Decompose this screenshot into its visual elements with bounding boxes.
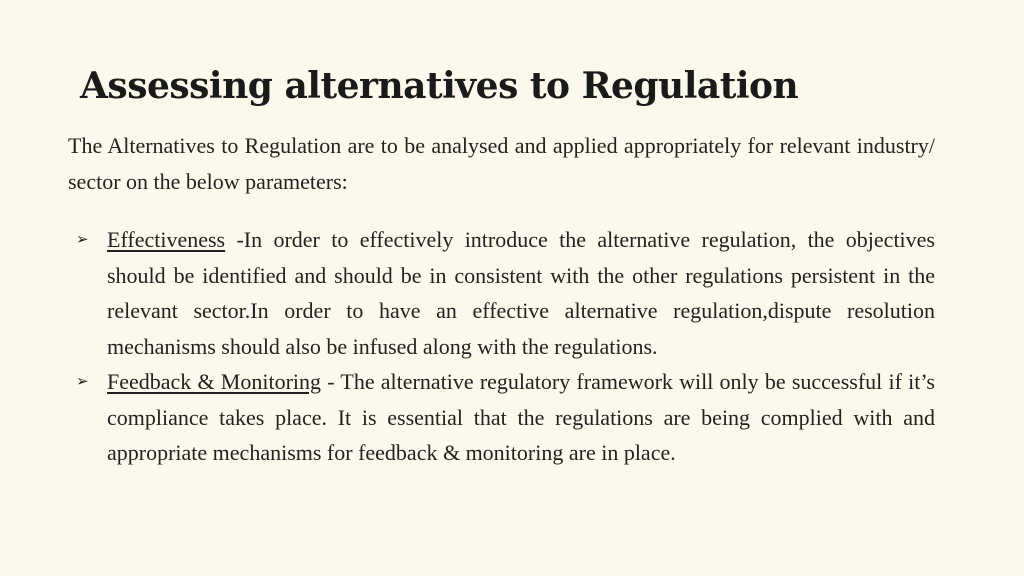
term-feedback-monitoring: Feedback & Monitoring xyxy=(107,369,322,394)
description-feedback-monitoring: - The alternative regulatory framework will only be successful if it’s compliance takes place. It is essential that the regulations are being complied with and appropriate mechanisms for feedback & monitoring are in place. xyxy=(107,369,935,465)
term-effectiveness: Effectiveness xyxy=(107,227,226,252)
intro-paragraph: The Alternatives to Regulation are to be analysed and applied appropriately for relevant industry/ sector on the below parameters: xyxy=(68,133,935,194)
list-item-feedback-monitoring xyxy=(68,364,935,471)
parameter-list xyxy=(68,222,935,471)
slide-title: Assessing alternatives to Regulation xyxy=(80,65,799,107)
description-effectiveness: -In order to effectively introduce the alternative regulation, the objectives should be identified and should be in consistent with the other regulations persistent in the relevant sector.In order to have an effective alternative regulation,dispute resolution mechanisms should also be infused along with the regulations. xyxy=(107,227,935,359)
arrow-bullet-icon: ➢ xyxy=(76,372,89,390)
arrow-bullet-icon: ➢ xyxy=(76,230,89,248)
list-item-effectiveness xyxy=(68,222,935,364)
